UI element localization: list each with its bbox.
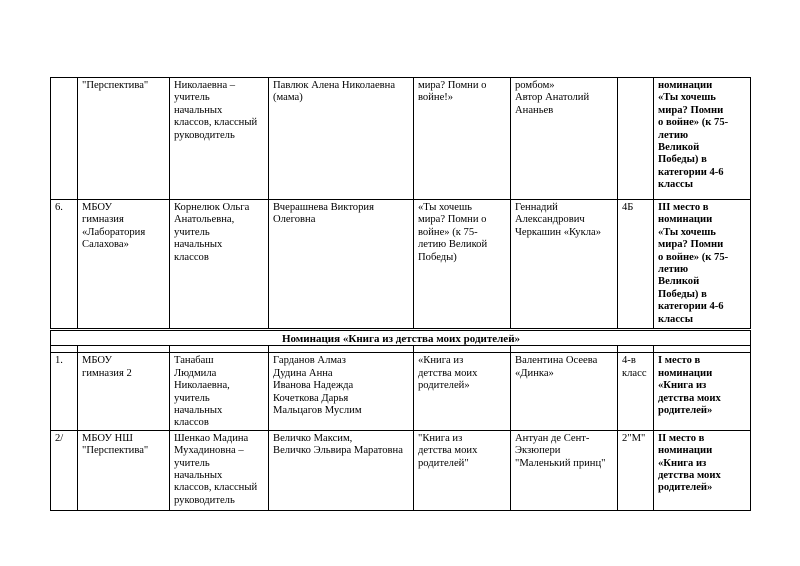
cell-line: Олеговна xyxy=(273,214,316,226)
cell-book xyxy=(511,78,618,200)
cell-book xyxy=(511,353,618,430)
cell-line: номинации xyxy=(658,214,713,226)
cell-line: Величко Максим, xyxy=(273,432,353,444)
cell-school xyxy=(78,200,170,330)
table-part-1 xyxy=(51,78,751,330)
cell-line: учитель xyxy=(174,92,210,104)
cell-line: Александрович xyxy=(515,214,585,226)
cell-line: "Перспектива" xyxy=(82,445,149,457)
cell-line: 4-в xyxy=(622,355,636,367)
cell-line: родителей» xyxy=(658,482,713,494)
cell-line: Иванова Надежда xyxy=(273,380,354,392)
cell-num: 1. xyxy=(51,353,78,430)
cell-line: летию Великой xyxy=(418,239,488,251)
cell-line: начальных xyxy=(174,405,223,417)
cell-line: войне» (к 75- xyxy=(418,226,478,238)
cell-num: 2/ xyxy=(51,430,78,510)
cell-grade xyxy=(618,353,654,430)
cell-line: Валентина Осеева xyxy=(515,355,598,367)
section-title: Номинация «Книга из детства моих родителей» xyxy=(51,330,751,346)
cell-line: Вчерашнева Виктория xyxy=(273,202,374,213)
cell-line: Экзюпери xyxy=(515,445,561,457)
table-row xyxy=(51,353,751,430)
table-row xyxy=(51,430,751,510)
cell-teacher xyxy=(170,78,269,200)
cell-line: «Динка» xyxy=(515,367,554,379)
table-row xyxy=(51,200,751,330)
cell-line: Кочеткова Дарья xyxy=(273,392,349,404)
cell-line: начальных xyxy=(174,239,223,251)
cell-line: МБОУ НШ xyxy=(82,432,133,444)
cell-line: гимназия xyxy=(82,214,124,226)
cell-teacher xyxy=(170,353,269,430)
cell-line: «Ты хочешь xyxy=(658,226,716,238)
cell-line: классы xyxy=(658,179,694,191)
cell-line: МБОУ xyxy=(82,202,112,213)
cell-work xyxy=(414,200,511,330)
cell-line: "Маленький принц" xyxy=(515,457,606,469)
cell-line: "Перспектива" xyxy=(82,80,149,91)
cell-line: Величко Эльвира Маратовна xyxy=(273,445,403,457)
cell-num xyxy=(51,78,78,200)
cell-work xyxy=(414,353,511,430)
cell-line: Автор Анатолий xyxy=(515,92,590,104)
cell-line: классов xyxy=(174,251,209,263)
cell-line: Павлюк Алена Николаевна xyxy=(273,80,396,91)
cell-line: 4Б xyxy=(622,202,634,213)
cell-line: учитель xyxy=(174,392,210,404)
cell-line: (мама) xyxy=(273,92,303,104)
cell-line: Корнелюк Ольга xyxy=(174,202,250,213)
cell-line: классов, классный xyxy=(174,117,258,129)
cell-line: детства моих xyxy=(658,470,721,482)
cell-line: номинации xyxy=(658,80,713,91)
cell-line: классы xyxy=(658,313,694,325)
cell-line: Шенкао Мадина xyxy=(174,432,249,444)
cell-work xyxy=(414,78,511,200)
cell-line: классов xyxy=(174,417,209,429)
cell-teacher xyxy=(170,200,269,330)
cell-school xyxy=(78,353,170,430)
table-row xyxy=(51,78,751,200)
cell-line: Победы) в xyxy=(658,288,707,300)
cell-line: учитель xyxy=(174,226,210,238)
cell-line: Гарданов Алмаз xyxy=(273,355,346,367)
cell-line: детства моих xyxy=(658,392,721,404)
cell-line: категории 4-6 xyxy=(658,301,724,313)
cell-result xyxy=(654,200,751,330)
cell-line: войне!» xyxy=(418,92,454,104)
cell-line: руководитель xyxy=(174,129,235,141)
cell-line: гимназия 2 xyxy=(82,367,132,379)
cell-line: мира? Помни xyxy=(658,104,724,116)
cell-line: Анатольевна, xyxy=(174,214,235,226)
cell-line: Мухадиновна – xyxy=(174,445,244,457)
cell-line: «Ты хочешь xyxy=(658,92,716,104)
cell-result xyxy=(654,430,751,510)
cell-participant xyxy=(269,430,414,510)
cell-school xyxy=(78,430,170,510)
cell-line: мира? Помни xyxy=(658,239,724,251)
cell-line: детства моих xyxy=(418,367,478,379)
cell-line: руководитель xyxy=(174,494,235,506)
cell-line: категории 4-6 xyxy=(658,166,724,178)
cell-line: Николаевна – xyxy=(174,80,236,91)
cell-line: 2"М" xyxy=(622,432,646,444)
cell-line: Салахова» xyxy=(82,239,129,251)
cell-line: I место в xyxy=(658,355,701,367)
cell-line: мира? Помни о xyxy=(418,80,487,91)
cell-num: 6. xyxy=(51,200,78,330)
cell-line: начальных xyxy=(174,104,223,116)
cell-line: детства моих xyxy=(418,445,478,457)
cell-line: Великой xyxy=(658,142,700,154)
cell-line: ромбом» xyxy=(515,80,555,91)
cell-participant xyxy=(269,353,414,430)
section-header xyxy=(51,330,751,353)
cell-line: Победы) xyxy=(418,251,457,263)
cell-work xyxy=(414,430,511,510)
cell-line: "Книга из xyxy=(418,432,463,444)
cell-grade xyxy=(618,78,654,200)
cell-line: «Книга из xyxy=(658,380,707,392)
cell-line: МБОУ xyxy=(82,355,112,367)
cell-line: номинации xyxy=(658,367,713,379)
cell-school xyxy=(78,78,170,200)
cell-line: летию xyxy=(658,264,689,276)
table-part-2 xyxy=(51,353,751,510)
cell-result xyxy=(654,353,751,430)
cell-book xyxy=(511,430,618,510)
cell-line: родителей» xyxy=(418,380,470,392)
cell-line: Людмила xyxy=(174,367,217,379)
cell-line: Николаевна, xyxy=(174,380,230,392)
cell-line: учитель xyxy=(174,457,210,469)
cell-line: Мальцагов Муслим xyxy=(273,405,362,417)
cell-line: Великой xyxy=(658,276,700,288)
cell-line: летию xyxy=(658,129,689,141)
cell-line: Дудина Анна xyxy=(273,367,333,379)
cell-participant xyxy=(269,78,414,200)
cell-line: о войне» (к 75- xyxy=(658,251,729,263)
cell-line: «Книга из xyxy=(658,457,707,469)
cell-line: начальных xyxy=(174,470,223,482)
results-table xyxy=(50,77,751,511)
cell-line: Танабаш xyxy=(174,355,214,367)
cell-line: «Ты хочешь xyxy=(418,202,472,213)
cell-teacher xyxy=(170,430,269,510)
cell-line: родителей" xyxy=(418,457,469,469)
cell-grade xyxy=(618,430,654,510)
cell-line: мира? Помни о xyxy=(418,214,487,226)
cell-line: «Книга из xyxy=(418,355,464,367)
cell-participant xyxy=(269,200,414,330)
cell-line: «Лаборатория xyxy=(82,226,146,238)
cell-line: Геннадий xyxy=(515,202,558,213)
cell-line: III место в xyxy=(658,202,709,213)
cell-grade xyxy=(618,200,654,330)
cell-line: Ананьев xyxy=(515,104,554,116)
cell-line: II место в xyxy=(658,432,705,444)
cell-line: родителей» xyxy=(658,405,713,417)
cell-line: Антуан де Сент- xyxy=(515,432,590,444)
cell-line: Победы) в xyxy=(658,154,707,166)
cell-line: классов, классный xyxy=(174,482,258,494)
cell-line: о войне» (к 75- xyxy=(658,117,729,129)
cell-line: Черкашин «Кукла» xyxy=(515,226,602,238)
cell-line: номинации xyxy=(658,445,713,457)
cell-book xyxy=(511,200,618,330)
cell-result xyxy=(654,78,751,200)
cell-line: класс xyxy=(622,367,647,379)
